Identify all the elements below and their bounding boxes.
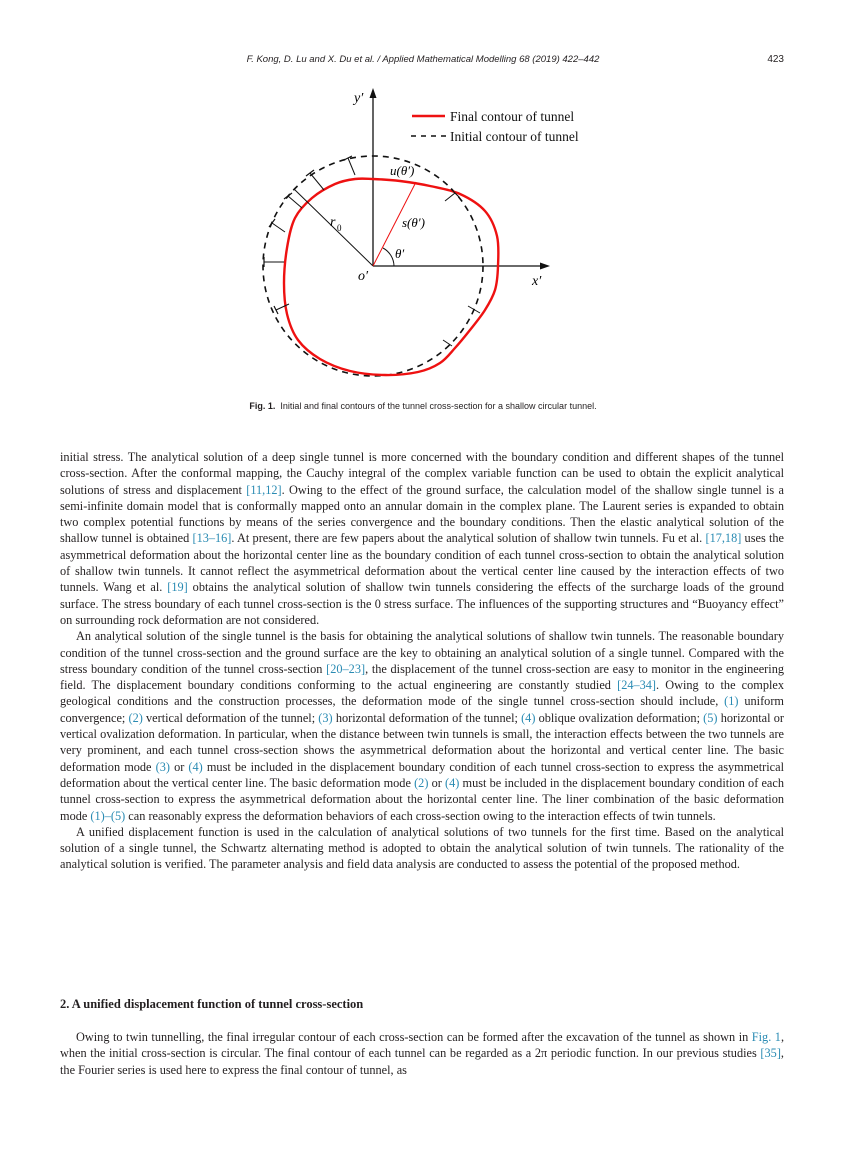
angle-arc	[383, 248, 394, 266]
citation-link[interactable]: [11,12]	[246, 482, 282, 497]
radius-label: r	[330, 215, 336, 230]
text-run: , when the initial cross-section is circular. The final contour of each tunnel can be regarded as a 2π periodic function. In our previous studies	[60, 1030, 785, 1061]
x-axis-arrow	[540, 263, 550, 270]
page-number: 423	[767, 54, 784, 65]
caption-text: Initial and final contours of the tunnel cross-section for a shallow circular tunnel.	[280, 401, 597, 411]
citation-link[interactable]: [13–16]	[192, 531, 232, 546]
legend-final-text: Final contour of tunnel	[450, 109, 575, 124]
text-run: . At present, there are few papers about the analytical solution of shallow twin tunnels. Fu et al.	[231, 531, 706, 546]
text-run: or	[428, 775, 445, 790]
legend-initial-text: Initial contour of tunnel	[450, 129, 579, 144]
text-run: . Owing to the complex geological conditions and the construction processes, the deformation mode of the single tunnel cross-section should include,	[60, 678, 784, 709]
figure-1	[0, 78, 846, 394]
text-run: or	[169, 759, 189, 774]
citation-link[interactable]: (4)	[445, 775, 460, 790]
paragraph	[60, 824, 784, 873]
section-title: 2. A unified displacement function of tunnel cross-section	[60, 997, 364, 1011]
text-run: must be included in the displacement boundary condition of each tunnel cross-section to express the asymmetrical deformation about the vertical center line. The basic deformation mode	[60, 759, 784, 790]
citation-link[interactable]: (1)	[724, 694, 739, 709]
text-run: initial stress. The analytical solution of a deep single tunnel is more concerned with the boundary condition and different shapes of the tunnel cross-section. After the conformal mapping, the Cauchy integral of the complex variable function can be used to obtain the explicit analytical solutions of stress and displacement	[60, 450, 784, 497]
text-run: must be included in the displacement boundary condition of each tunnel cross-section to express the asymmetrical deformation about the horizontal center line. The liner combination of the basic deformation mode	[60, 775, 784, 823]
tunnel-contour-diagram	[0, 78, 846, 394]
text-run: oblique ovalization deformation;	[535, 710, 704, 725]
text-run: obtains the analytical solution of shallow twin tunnels considering the effects of the surcharge loads of the ground surface. The stress boundary of each tunnel cross-section is the 0 stress surface. The influences of the supporting structures and “Buoyancy effect” on surrounding rock deformation are not considered.	[60, 580, 784, 627]
text-run: An analytical solution of the single tunnel is the basis for obtaining the analytical solutions of shallow twin tunnels. The reasonable boundary condition of the tunnel cross-section and the ground surface are the key to obtaining an analytical solution of a single tunnel. Compared with the stress boundary condition of the tunnel cross-section	[60, 629, 784, 676]
text-run: , the Fourier series is used here to express the final contour of tunnel, as	[60, 1046, 784, 1077]
text-run: horizontal deformation of the tunnel;	[332, 710, 522, 725]
section-paragraph	[60, 1029, 784, 1078]
citation-link[interactable]: [24–34]	[617, 678, 657, 693]
citation-link[interactable]: (3)	[318, 710, 333, 725]
running-head: F. Kong, D. Lu and X. Du et al. / Applied Mathematical Modelling 68 (2019) 422–442	[246, 54, 600, 65]
citation-link[interactable]: (1)–(5)	[90, 808, 126, 823]
caption-label: Fig. 1.	[249, 401, 276, 411]
figure-caption	[0, 401, 846, 411]
text-run: can reasonably express the deformation behaviors of each cross-section owing to the interaction effects of twin tunnels.	[125, 808, 716, 823]
displacement-label: u(θ′)	[390, 163, 415, 178]
radius-subscript: 0	[337, 223, 342, 233]
citation-link[interactable]: [19]	[167, 580, 188, 595]
text-run: uses the asymmetrical deformation about the horizontal center line as the boundary condition of each tunnel cross-section to obtain the analytical solution of shallow twin tunnels. It cannot reflect the asymmetrical deformation about the vertical center line caused by the interaction effects of two tunnels. Wang et al.	[60, 531, 784, 595]
angle-label: θ′	[395, 246, 405, 261]
text-run: vertical deformation of the tunnel;	[142, 710, 319, 725]
text-run: , the displacement of the tunnel cross-section are easy to monitor in the engineering field. The displacement boundary conditions conforming to the actual engineering are constantly studied	[60, 661, 784, 693]
radial-label: s(θ′)	[402, 215, 425, 230]
text-run: . Owing to the effect of the ground surface, the calculation model of the shallow single tunnel is a semi-infinite domain model that is conformally mapped onto an annular domain in the complex plane. The Laurent series is expanded to obtain two complex potential functions by means of the series convergence and the boundary conditions. Then the elastic analytical solution of the shallow tunnel is obtained	[60, 482, 784, 546]
citation-link[interactable]: [20–23]	[326, 661, 366, 676]
citation-link[interactable]: (4)	[188, 759, 203, 774]
citation-link[interactable]: (3)	[155, 759, 170, 774]
citation-link[interactable]: (5)	[703, 710, 718, 725]
y-axis-label: y′	[354, 91, 364, 106]
citation-link[interactable]: (2)	[128, 710, 143, 725]
citation-link[interactable]: Fig. 1	[751, 1030, 781, 1044]
citation-link[interactable]: (4)	[521, 710, 536, 725]
text-run: uniform convergence;	[60, 694, 784, 725]
citation-link[interactable]: [35]	[760, 1046, 781, 1061]
text-run: horizontal or vertical ovalization deformation. In particular, when the distance between twin tunnels is small, the interaction effects between the two tunnels are very prominent, and each tunnel cross-section shows the asymmetrical deformation about the horizontal and vertical center line. The basic deformation mode	[60, 710, 784, 774]
paragraph	[60, 628, 784, 824]
section-text	[60, 1029, 784, 1078]
page-header	[0, 54, 846, 68]
origin-label: o′	[358, 269, 369, 284]
text-run: A unified displacement function is used in the calculation of analytical solutions of two tunnels for the first time. Based on the analytical solution of a single tunnel, the Schwartz alternating method is adopted to obtain the analytical solution of twin tunnels. The rationality of the analytical solution is verified. The parameter analysis and field data analysis are conducted to assess the potential of the proposed method.	[60, 824, 784, 872]
body-text	[60, 449, 784, 873]
y-axis-arrow	[370, 88, 377, 98]
citation-link[interactable]: (2)	[414, 775, 429, 790]
paragraph	[60, 449, 784, 628]
citation-link[interactable]: [17,18]	[705, 531, 742, 546]
text-run: Owing to twin tunnelling, the final irregular contour of each cross-section can be formed after the excavation of the tunnel as shown in	[76, 1030, 752, 1044]
x-axis-label: x′	[532, 274, 542, 289]
